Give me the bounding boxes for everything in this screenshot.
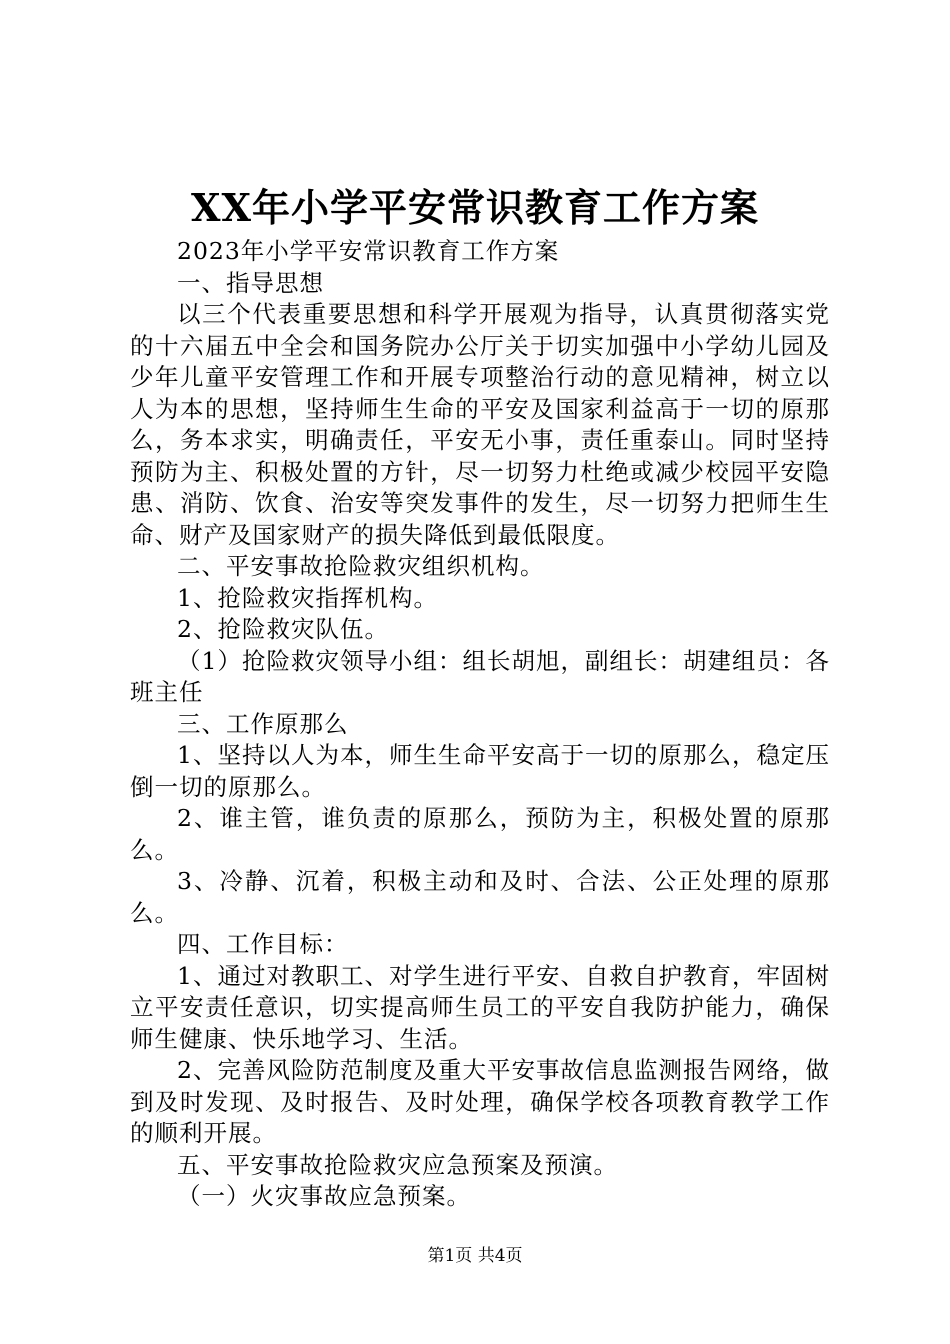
section-heading: 五、平安事故抢险救灾应急预案及预演。 [177,1150,618,1179]
section-heading: 一、指导思想 [177,268,324,297]
list-item: 2、完善风险防范制度及重大平安事故信息监测报告网络，做到及时发现、及时报告、及时处理，确保学校各项教育教学工作的顺利开展。 [130,1056,830,1147]
list-item: （1）抢险救灾领导小组：组长胡旭，副组长：胡建组员：各班主任 [130,646,830,706]
paragraph: 2023年小学平安常识教育工作方案 [177,237,560,265]
section-heading: 三、工作原那么 [177,709,349,738]
list-item: 1、坚持以人为本，师生生命平安高于一切的原那么，稳定压倒一切的原那么。 [130,741,830,801]
document-body [130,236,830,1213]
document-title: XX年小学平安常识教育工作方案 [191,185,759,230]
list-item: （一）火灾事故应急预案。 [177,1182,471,1210]
section-heading: 四、工作目标： [177,930,349,958]
list-item: 2、抢险救灾队伍。 [177,615,389,643]
list-item: 2、谁主管，谁负责的原那么，预防为主，积极处置的原那么。 [130,804,830,864]
paragraph: 以三个代表重要思想和科学开展观为指导，认真贯彻落实党的十六届五中全会和国务院办公厅关于切实加强中小学幼儿园及少年儿童平安管理工作和开展专项整治行动的意见精神，树立以人为本的思想，坚持师生生命的平安及国家利益高于一切的原那么，务本求实，明确责任，平安无小事，责任重泰山。同时坚持预防为主、积极处置的方针，尽一切努力杜绝或减少校园平安隐患、消防、饮食、治安等突发事件的发生，尽一切努力把师生生命、财产及国家财产的损失降低到最低限度。 [130,300,830,549]
list-item: 3、冷静、沉着，积极主动和及时、合法、公正处理的原那么。 [130,867,830,927]
page-footer: 第1页 共4页 [427,1246,523,1266]
list-item: 1、通过对教职工、对学生进行平安、自救自护教育，牢固树立平安责任意识，切实提高师生员工的平安自我防护能力，确保师生健康、快乐地学习、生活。 [130,961,830,1053]
section-heading: 二、平安事故抢险救灾组织机构。 [177,552,545,580]
list-item: 1、抢险救灾指挥机构。 [177,583,438,612]
